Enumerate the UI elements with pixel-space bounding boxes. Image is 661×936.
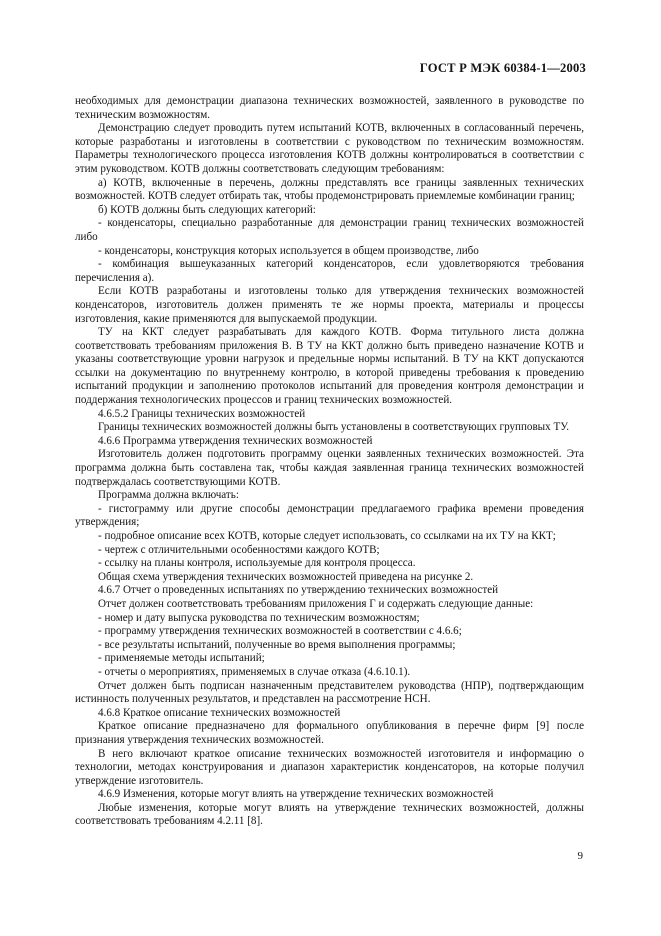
- paragraph: - конденсаторы, конструкция которых используется в общем производстве, либо: [98, 244, 479, 257]
- paragraph: 4.6.8 Краткое описание технических возможностей: [98, 706, 341, 719]
- paragraph: 4.6.5.2 Границы технических возможностей: [98, 407, 306, 420]
- paragraph: - конденсаторы, специально разработанные для демонстрации границ технических возможностей либо: [75, 217, 584, 243]
- paragraph: необходимых для демонстрации диапазона технических возможностей, заявленного в руководстве по техническим возможностям.: [75, 95, 584, 121]
- paragraph: Программа должна включать:: [98, 489, 239, 502]
- paragraph: - применяемые методы испытаний;: [98, 652, 265, 665]
- paragraph: Любые изменения, которые могут влиять на утверждение технических возможностей, должны соответствовать требованиям 4.2.11 [8].: [75, 801, 584, 828]
- paragraph: Краткое описание предназначено для формального опубликования в перечне фирм [9] после признания утверждения технических возможностей.: [75, 720, 584, 746]
- paragraph: В него включают краткое описание технических возможностей изготовителя и информацию о технологии, методах конструирования и диапазон характеристик конденсаторов, на которые получил утверждение изготовитель.: [75, 747, 584, 787]
- paragraph: - чертеж с отличительными особенностями каждого КОТВ;: [98, 543, 380, 556]
- paragraph: - программу утверждения технических возможностей в соответствии с 4.6.6;: [98, 625, 462, 638]
- paragraph: - подробное описание всех КОТВ, которые следует использовать, со ссылками на их ТУ на ККТ;: [98, 530, 556, 542]
- document-body: [75, 95, 584, 829]
- document-header: ГОСТ Р МЭК 60384-1—2003: [419, 61, 586, 75]
- paragraph: 4.6.7 Отчет о проведенных испытаниях по утверждению технических возможностей: [98, 584, 499, 597]
- paragraph: а) КОТВ, включенные в перечень, должны представлять все границы заявленных технических возможностей. КОТВ следует отбирать так, чтобы продемонстрировать приемлемые комбинации границ;: [75, 176, 584, 203]
- page-number: 9: [577, 850, 583, 862]
- paragraph: - комбинация вышеуказанных категорий конденсаторов, если удовлетворяются требования перечисления а).: [75, 258, 584, 284]
- paragraph: ТУ на ККТ следует разрабатывать для каждого КОТВ. Форма титульного листа должна соответствовать требованиям приложения В. В ТУ на ККТ должно быть приведено назначение КОТВ и указаны соответствующие уровни нагрузок и предельные нормы испытаний. В ТУ на ККТ допускаются ссылки на документацию по внутреннему контролю, в которой приведены требования к проведению испытаний продукции и заполнению протоколов испытаний для проведения контроля демонстрации и поддержания технологических процессов и границ технических возможностей.: [75, 326, 584, 407]
- paragraph: Изготовитель должен подготовить программу оценки заявленных технических возможностей. Эта программа должна быть составлена так, чтобы каждая заявленная граница технических возможностей подтверждалась соответствующими КОТВ.: [75, 448, 584, 488]
- paragraph: Границы технических возможностей должны быть установлены в соответствующих групповых ТУ.: [98, 421, 570, 434]
- paragraph: Если КОТВ разработаны и изготовлены только для утверждения технических возможностей конденсаторов, изготовитель должен применять те же нормы проекта, материалы и процессы изготовления, какие применяются для выпускаемой продукции.: [75, 285, 584, 325]
- paragraph: Отчет должен соответствовать требованиям приложения Г и содержать следующие данные:: [98, 597, 534, 610]
- paragraph: 4.6.6 Программа утверждения технических возможностей: [98, 434, 373, 447]
- paragraph: - ссылку на планы контроля, используемые для контроля процесса.: [98, 557, 416, 570]
- paragraph: - отчеты о мероприятиях, применяемых в случае отказа (4.6.10.1).: [98, 665, 411, 678]
- paragraph: Отчет должен быть подписан назначенным представителем руководства (НПР), подтверждающим истинность полученных результатов, и представлен на рассмотрение НСН.: [75, 679, 584, 706]
- paragraph: - все результаты испытаний, полученные во время выполнения программы;: [98, 638, 456, 651]
- paragraph: - номер и дату выпуска руководства по техническим возможностям;: [98, 611, 420, 624]
- paragraph: Демонстрацию следует проводить путем испытаний КОТВ, включенных в согласованный перечень, которые разработаны и изготовлены в соответствии с руководством по техническим возможностям. Параметры технологического процесса изготовления КОТВ должны контролироваться в соответствии с этим руководством. КОТВ должны соответствовать следующим требованиям:: [75, 122, 584, 175]
- paragraph: - гистограмму или другие способы демонстрации предлагаемого графика времени проведения утверждения;: [75, 502, 584, 529]
- paragraph: 4.6.9 Изменения, которые могут влиять на утверждение технических возможностей: [98, 788, 494, 801]
- paragraph: б) КОТВ должны быть следующих категорий:: [98, 203, 316, 216]
- paragraph: Общая схема утверждения технических возможностей приведена на рисунке 2.: [98, 570, 474, 583]
